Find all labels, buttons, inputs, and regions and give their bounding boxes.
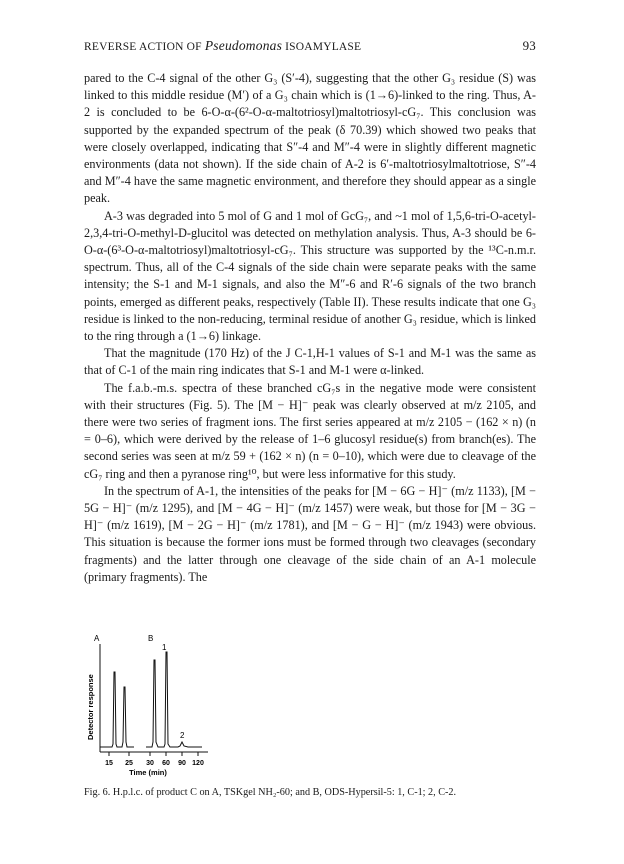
- panel-a-label: A: [94, 634, 100, 643]
- paragraph-coupling: That the magnitude (170 Hz) of the J C-1,H-1 values of S-1 and M-1 was the same as that of C-1 of the main ring indicates that S-1 and M-1 were α-linked.: [84, 346, 536, 378]
- y-axis-label: Detector response: [86, 674, 95, 740]
- running-header: [84, 38, 536, 54]
- figure-caption: Fig. 6. H.p.l.c. of product C on A, TSKgel NH₂-60; and B, ODS-Hypersil-5: 1, C-1; 2, C-2.: [84, 787, 457, 798]
- body-text: [84, 70, 536, 586]
- figure-6: [84, 632, 244, 782]
- paragraph-fabms: The f.a.b.-m.s. spectra of these branched cG₇s in the negative mode were consistent with their structures (Fig. 5). The [M − H]⁻ peak was clearly observed at m/z 2105, and there were two series of fragment ions. The first series appeared at m/z 2105 − (162 × n) (n = 0–6), which were derived by the release of 1–6 glucosyl residue(s) from branch(es). The second series was seen at m/z 59 + (162 × n) (n = 0–10), which were due to cleavage of the cG₇ ring and then a pyranose ring¹⁰, but were less informative for this study.: [84, 380, 536, 481]
- peak-label-2: 2: [180, 731, 185, 740]
- tick-label-b-120: 120: [192, 760, 204, 767]
- peak-label-1: 1: [162, 643, 167, 652]
- trace-panel-b: [146, 652, 202, 747]
- page-number: 93: [522, 38, 536, 53]
- panel-b-label: B: [148, 634, 154, 643]
- running-title: [84, 38, 361, 54]
- x-axis-label: Time (min): [129, 768, 167, 777]
- tick-label-b-60: 60: [162, 760, 170, 767]
- tick-label-a-15: 15: [105, 760, 113, 767]
- tick-label-a-25: 25: [125, 760, 133, 767]
- running-title-organism: Pseudomonas: [204, 38, 283, 53]
- chromatogram-figure: [84, 632, 244, 782]
- tick-label-b-90: 90: [178, 760, 186, 767]
- trace-panel-a: [100, 672, 134, 747]
- tick-label-b-30: 30: [146, 760, 154, 767]
- paragraph-continuation: pared to the C-4 signal of the other G₃ (S′-4), suggesting that the other G₃ residue (S) was linked to this middle residue (M′) of a G₃ chain which is (1→6)-linked to the ring. Thus, A-2 is concluded to be 6-O-α-(6²-O-α-maltotriosyl)maltotriosyl-cG₇. This conclusion was supported by the expanded spectrum of the peak (δ 70.39) which showed two peaks that were closely overlapped, indicating that S″-4 and M″-4 were in slightly different magnetic environments (data not shown). If the side chain of A-2 is 6′-maltotriosylmaltotriose, S″-4 and M″-4 have the same magnetic environment, and therefore they should appear as a single peak.: [84, 71, 536, 206]
- paragraph-a1-spectrum: In the spectrum of A-1, the intensities of the peaks for [M − 6G − H]⁻ (m/z 1133), [M − 5G − H]⁻ (m/z 1295), and [M − 4G − H]⁻ (m/z 1457) were weak, but those for [M − 3G − H]⁻ (m/z 1619), [M − 2G − H]⁻ (m/z 1781), and [M − G − H]⁻ (m/z 1943) were obvious. This situation is because the former ions must be formed through two cleavages (secondary fragments) and the latter through one cleavage of the side chain of an A-1 molecule (primary fragments). The: [84, 483, 536, 584]
- running-title-suffix: ISOAMYLASE: [285, 41, 362, 53]
- paragraph-a3: A-3 was degraded into 5 mol of G and 1 mol of GcG₇, and ~1 mol of 1,5,6-tri-O-acetyl-2,3,4-tri-O-methyl-D-glucitol was detected on methylation analysis. Thus, A-3 should be 6-O-α-(6³-O-α-maltotriosyl)maltotriosyl-cG₇. This structure was supported by the ¹³C-n.m.r. spectrum. Thus, all of the C-4 signals of the side chain were separate peaks with the same intensity; the S-1 and M-1 signals, and also the M″-6 and R′-6 signals of the two branch points, emerged as different peaks, respectively (Table II). These results indicate that one G₃ residue is linked to the non-reducing, terminal residue of another G₃ residue, which is linked to the ring through a (1→6) linkage.: [84, 208, 536, 344]
- running-title-prefix: REVERSE ACTION OF: [84, 41, 202, 53]
- x-ticks: [109, 752, 198, 756]
